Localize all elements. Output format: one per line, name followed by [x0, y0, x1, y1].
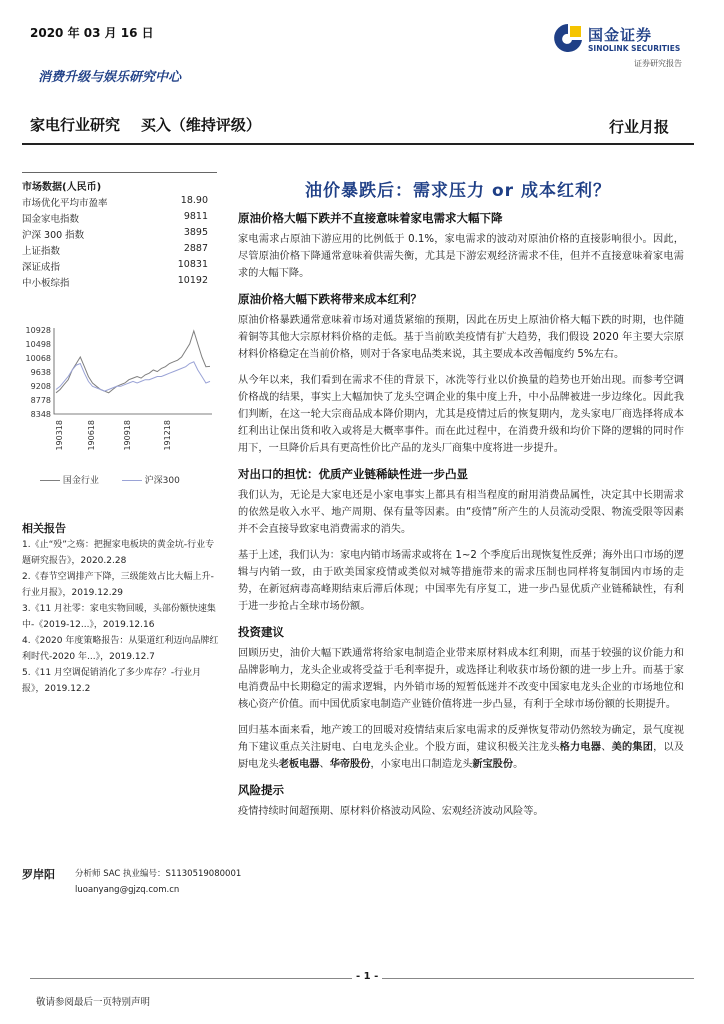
y-tick-label: 10498 [25, 340, 51, 349]
series-line-hs300 [56, 362, 210, 391]
x-tick-label: 190318 [55, 420, 64, 451]
section-heading: 投资建议 [238, 625, 284, 639]
sidebar-rule [22, 172, 217, 173]
section-heading: 对出口的担忧：优质产业链稀缺性进一步凸显 [238, 467, 468, 481]
paragraph-stock-picks: 回归基本面来看，地产竣工的回暖对疫情结束后家电需求的反弹恢复带动仍然较为确定，景气度视角下建议重点关注厨电、白电龙头企业。个股方面，建议积极关注龙头格力电器、美的集团，以及厨电龙头老板电器、华帝股份，小家电出口制造龙头新宝股份。 [238, 725, 685, 770]
industry-headline: 家电行业研究 买入（维持评级） [30, 116, 261, 134]
market-row: 国金家电指数 9811 [22, 211, 208, 225]
legend-swatch-industry [40, 480, 60, 481]
market-row: 沪深 300 指数 3895 [22, 227, 208, 241]
report-category: 行业月报 [609, 118, 670, 136]
stock-robam: 老板电器 [278, 759, 320, 770]
related-report-item[interactable]: 1.《止“殁”之殇：把握家电板块的黄金坑-行业专题研究报告》，2020.2.28 [22, 540, 215, 566]
stock-donlim: 新宝股份 [472, 759, 514, 770]
y-tick-label: 8348 [30, 410, 51, 419]
series-line-industry [56, 331, 210, 393]
paragraph: 基于上述，我们认为：家电内销市场需求或将在 1~2 个季度后出现恢复性反弹；海外出口市场的逻辑与内销一致，由于欧美国家疫情或类似对城等措施带来的需求压制也同样将复制国内市场的走势，在新冠病毒高峰期结束后滞后体现；中国率先有序复工，进一步凸显优质产业链稀缺性，有利于进一步抢占全球市场份额。 [238, 550, 684, 612]
market-row: 市场优化平均市盈率 18.90 [22, 195, 208, 209]
report-type: 证券研究报告 [634, 59, 682, 68]
related-report-item[interactable]: 3.《11 月社零：家电实物回暖，头部份额快速集中-《2019-12...》，2019.12.16 [22, 604, 216, 630]
page-number: - 1 - [352, 971, 382, 982]
disclaimer: 敬请参阅最后一页特别声明 [36, 997, 151, 1008]
report-body [238, 210, 684, 829]
stock-gree: 格力电器 [559, 742, 602, 753]
related-reports-list [22, 537, 222, 697]
related-report-item[interactable]: 5.《11 月空调促销消化了多少库存？-行业月报》，2019.12.2 [22, 668, 202, 694]
paragraph: 疫情持续时间超预期、原材料价格波动风险、宏观经济波动风险等。 [238, 806, 544, 817]
section-heading: 风险提示 [238, 783, 284, 797]
logo-en: SINOLINK SECURITIES [588, 44, 681, 53]
related-report-item[interactable]: 4.《2020 年度策略报告：从渠道红利迈向品牌红利时代-2020 年...》，2019.12.7 [22, 636, 219, 662]
market-row: 深证成指 10831 [22, 259, 208, 273]
section-heading: 原油价格大幅下跌将带来成本红利？ [238, 292, 422, 306]
paragraph: 家电需求占原油下游应用的比例低于 0.1%，家电需求的波动对原油价格的直接影响很小。因此，尽管原油价格下降通常意味着供需失衡，尤其是下游宏观经济需求不佳，但并不直接意味着家电需求的大幅下降。 [238, 234, 684, 279]
y-tick-label: 9638 [30, 368, 51, 377]
logo-emblem-icon [552, 22, 584, 58]
author-name: 罗岸阳 [22, 868, 55, 881]
report-title: 油价暴跌后：需求压力 or 成本红利？ [305, 181, 611, 201]
report-date: 2020 年 03 月 16 日 [30, 26, 154, 40]
chart-axes [54, 328, 212, 414]
logo-cn: 国金证券 [588, 26, 653, 44]
legend-swatch-hs300 [122, 480, 142, 481]
y-tick-label: 10068 [25, 354, 51, 363]
header-rule [22, 143, 694, 145]
paragraph: 从今年以来，我们看到在需求不佳的背景下，冰洗等行业以价换量的趋势也开始出现。而参考空调价格战的结果，事实上大幅加快了龙头空调企业的集中度上升，中小品牌被进一步边缘化。因此我们判断，在这一轮大宗商品成本降价期内，尤其是疫情过后的恢复期内，龙头家电厂商选择将成本红利出让保出货和收入或将是大概率事件。而在此过程中，在消费升级和均价下降的逻辑的同时作用下，一旦降价后具有更高性价比产品的龙头厂商集中度将进一步提升。 [238, 375, 684, 454]
stock-midea: 美的集团 [611, 742, 654, 753]
paragraph: 我们认为，无论是大家电还是小家电事实上都具有相当程度的耐用消费品属性，决定其中长期需求的依然是收入水平、地产周期、保有量等因素。由“疫情”所产生的人员流动受限、物流受限等因素并不会直接导致家电消费需求的消失。 [238, 490, 684, 535]
paragraph: 回顾历史，油价大幅下跌通常将给家电制造企业带来原材料成本红利期，而基于较强的议价能力和品牌影响力，龙头企业或将受益于毛利率提升，或选择让利收获市场份额的进一步上升。而基于家电消费品中长期稳定的需求逻辑，内外销市场的短暂低迷并不改变中国家电龙头企业的市场地位和核心资产价值。而中国优质家电制造产业链价值将进一步凸显，有利于全球市场份额的长期提升。 [238, 648, 684, 710]
related-reports-title: 相关报告 [22, 522, 66, 535]
related-report-item[interactable]: 2.《春节空调排产下降，三级能效占比大幅上升-行业月报》，2019.12.29 [22, 572, 214, 598]
x-tick-label: 190918 [123, 420, 132, 451]
market-row: 上证指数 2887 [22, 243, 208, 257]
author-license: 分析师 SAC 执业编号：S1130519080001 [75, 869, 242, 879]
stock-vatti: 华帝股份 [329, 759, 371, 770]
x-tick-label: 191218 [163, 420, 172, 451]
section-heading: 原油价格大幅下跌并不直接意味着家电需求大幅下降 [238, 211, 503, 225]
research-center: 消费升级与娱乐研究中心 [38, 70, 182, 85]
author-email[interactable]: luoanyang@gjzq.com.cn [75, 885, 180, 895]
y-tick-label: 9208 [30, 382, 51, 391]
market-row: 中小板综指 10192 [22, 275, 208, 289]
paragraph: 原油价格暴跌通常意味着市场对通货紧缩的预期，因此在历史上原油价格大幅下跌的时期，也伴随着铜等其他大宗原材料价格的走低。基于当前欧美疫情有扩大趋势，我们假设 2020 年主要大宗原材料价格稳定在当前价格，则对于各家电品类来说，其主要成本改善幅度约 5%左右。 [238, 315, 684, 360]
legend-label-hs300: 沪深300 [144, 476, 180, 486]
author-info [75, 866, 241, 898]
y-tick-label: 10928 [25, 326, 51, 335]
x-tick-label: 190618 [87, 420, 96, 451]
market-data-title: 市场数据(人民币) [22, 182, 102, 193]
y-tick-label: 8778 [30, 396, 51, 405]
legend-label-industry: 国金行业 [62, 476, 99, 486]
chart-legend [40, 473, 220, 487]
index-line-chart [22, 322, 217, 462]
